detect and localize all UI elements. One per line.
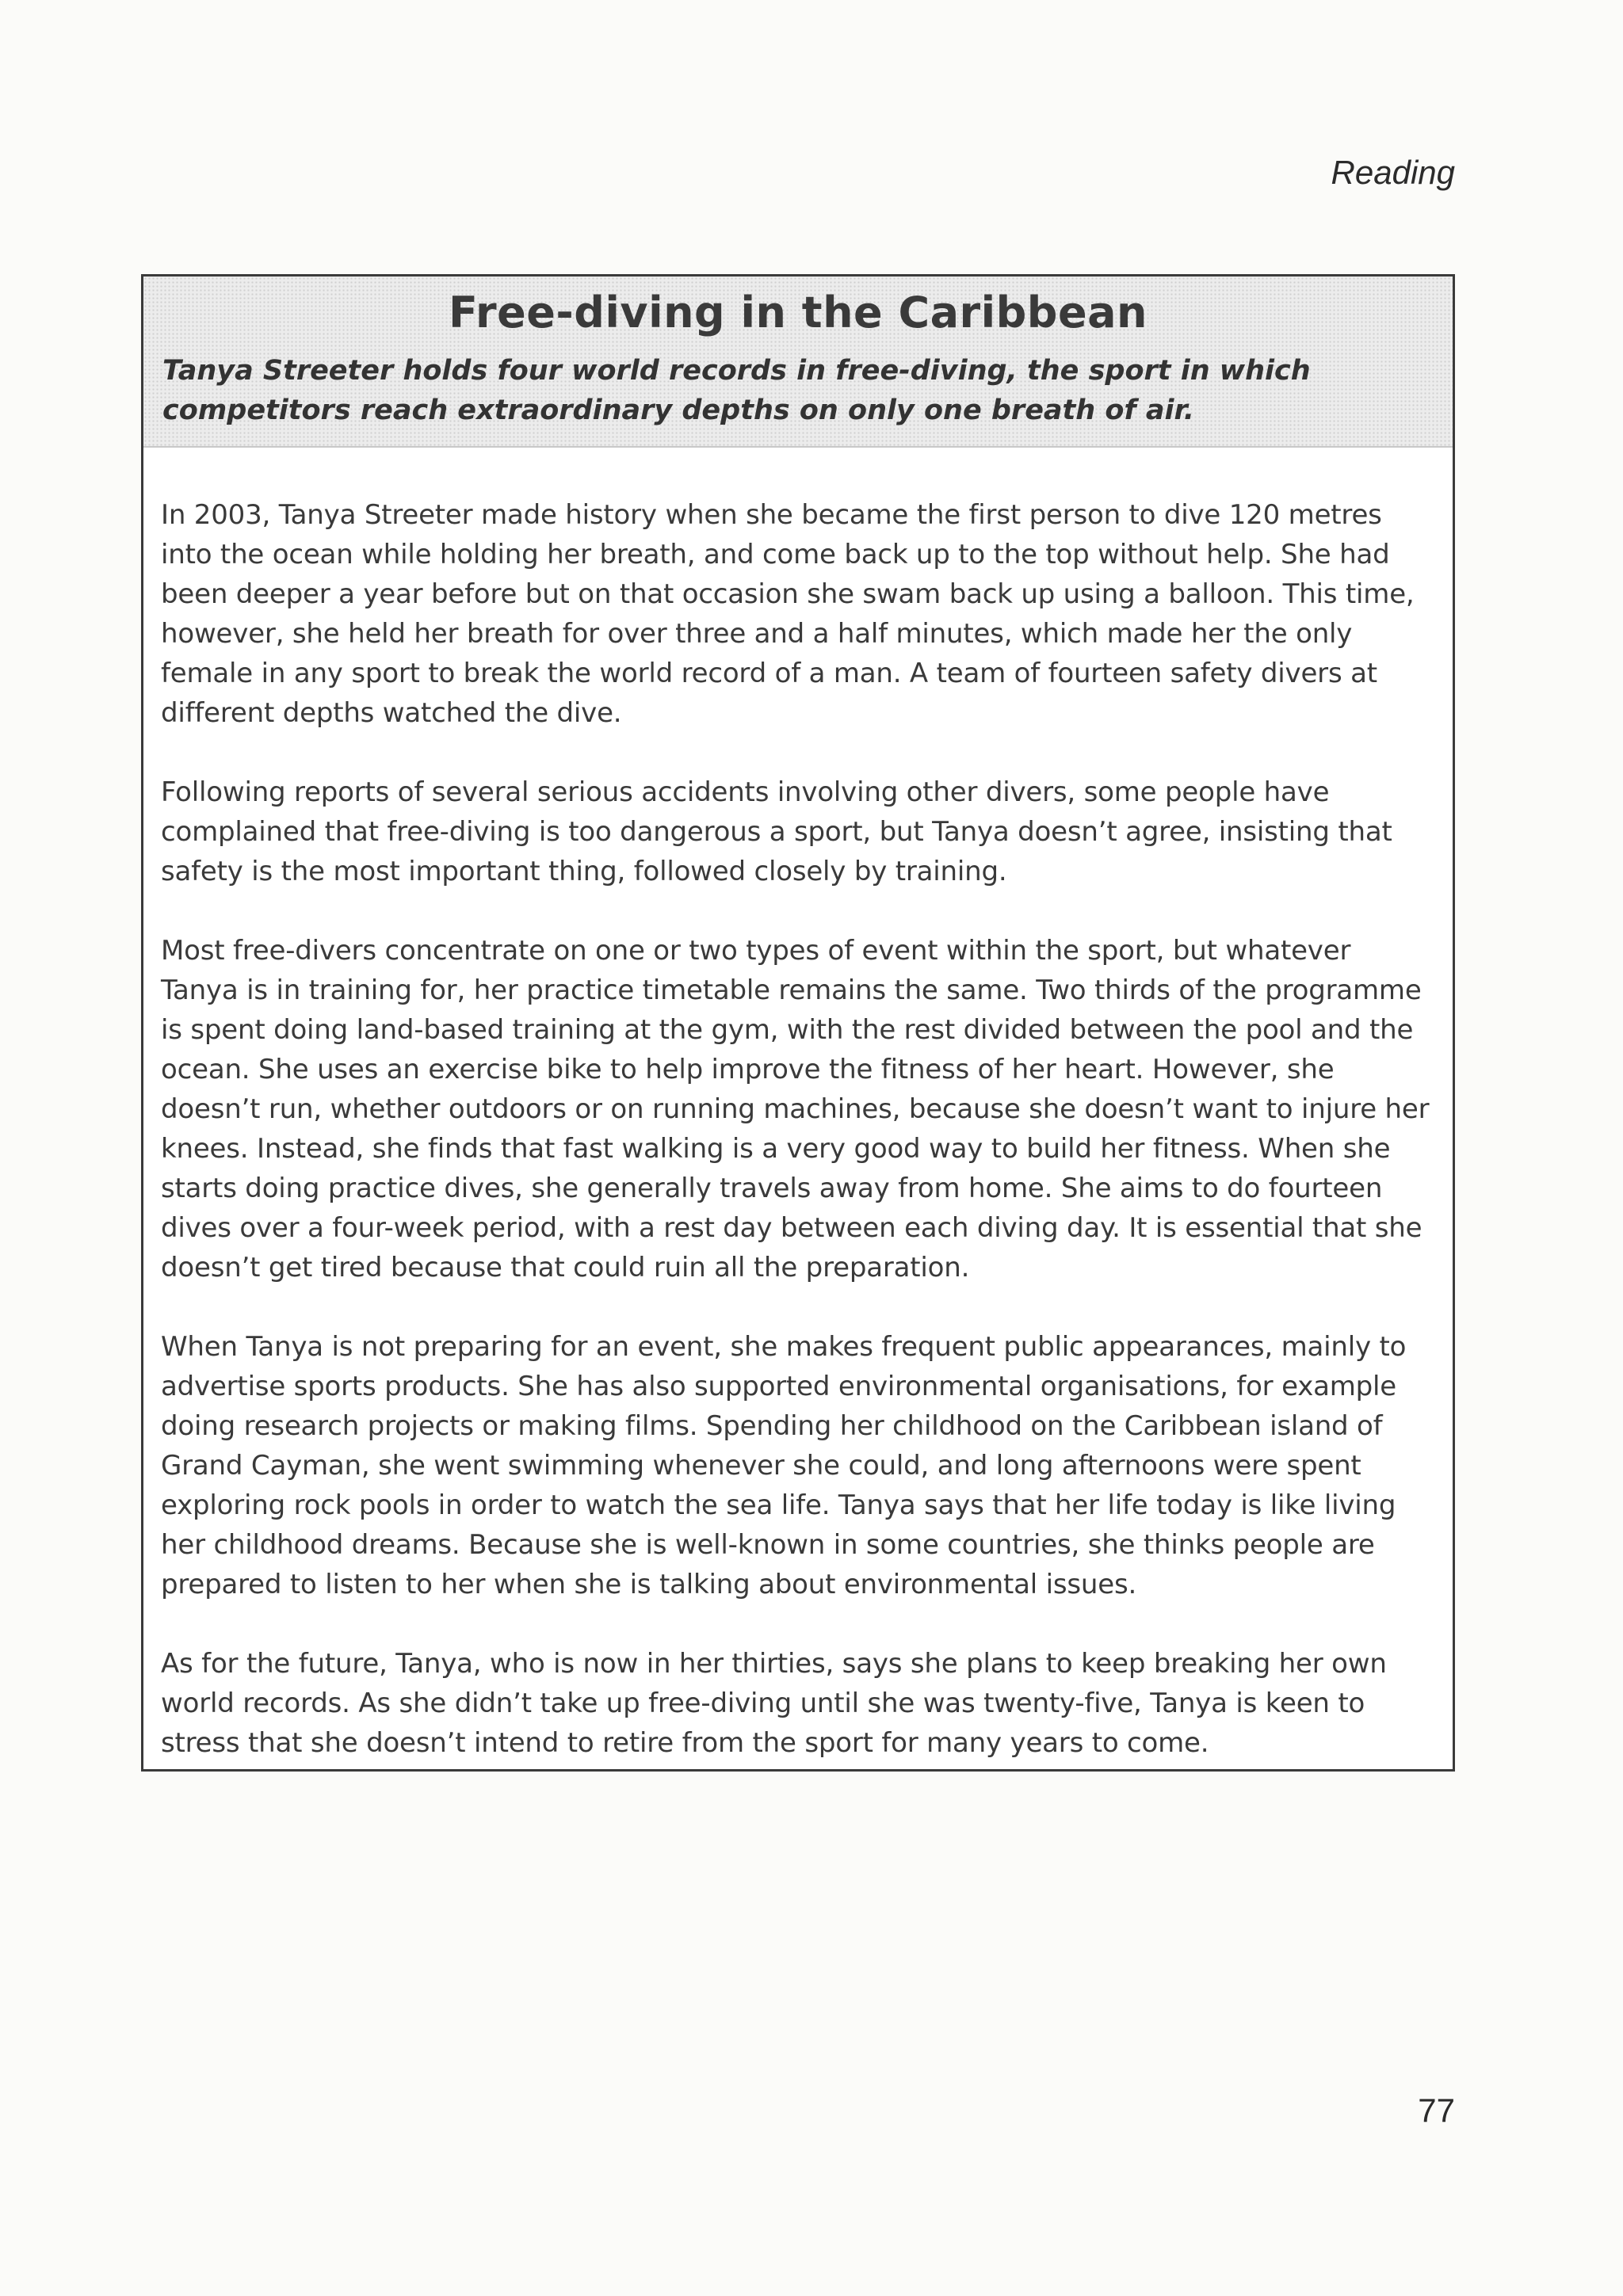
paragraph-2: Following reports of several serious accidents involving other divers, some people have complained that free-diving is too dangerous a sport, but Tanya doesn’t agree, insisting that safety is the most important thing, followed closely by training. (161, 776, 1392, 887)
article-title: Free-diving in the Caribbean (449, 288, 1148, 338)
paragraph-3: Most free-divers concentrate on one or two types of event within the sport, but whatever Tanya is in training for, her practice timetable remains the same. Two thirds of the programme is spent doing land-based training at the gym, with the rest divided between the pool and the ocean. She uses an exercise bike to help improve the fitness of her heart. However, she doesn’t run, whether outdoors or on running machines, because she doesn’t want to injure her knees. Instead, she finds that fast walking is a very good way to build her fitness. When she starts doing practice dives, she generally travels away from home. She aims to do fourteen dives over a four-week period, with a rest day between each diving day. It is essential that she doesn’t get tired because that could ruin all the preparation. (161, 935, 1430, 1283)
page-number: 77 (1418, 2092, 1455, 2129)
section-label: Reading (1331, 154, 1455, 191)
article-body (143, 448, 1453, 1763)
article-header (143, 277, 1453, 448)
paragraph-5: As for the future, Tanya, who is now in her thirties, says she plans to keep breaking her own world records. As she didn’t take up free-diving until she was twenty-five, Tanya is keen to stress that she doesn’t intend to retire from the sport for many years to come. (161, 1648, 1387, 1759)
article-intro: Tanya Streeter holds four world records in free-diving, the sport in which competitors reach extraordinary depths on only one breath of air. (162, 354, 1311, 426)
paragraph-1: In 2003, Tanya Streeter made history when she became the first person to dive 120 metres into the ocean while holding her breath, and come back up to the top without help. She had been deeper a year before but on that occasion she swam back up using a balloon. This time, however, she held her breath for over three and a half minutes, which made her the only female in any sport to break the world record of a man. A team of fourteen safety divers at different depths watched the dive. (161, 499, 1415, 729)
paragraph-4: When Tanya is not preparing for an event, she makes frequent public appearances, mainly to advertise sports products. She has also supported environmental organisations, for example doing research projects or making films. Spending her childhood on the Caribbean island of Grand Cayman, she went swimming whenever she could, and long afternoons were spent exploring rock pools in order to watch the sea life. Tanya says that her life today is like living her childhood dreams. Because she is well-known in some countries, she thinks people are prepared to listen to her when she is talking about environmental issues. (161, 1331, 1407, 1600)
article-box (141, 274, 1455, 1772)
